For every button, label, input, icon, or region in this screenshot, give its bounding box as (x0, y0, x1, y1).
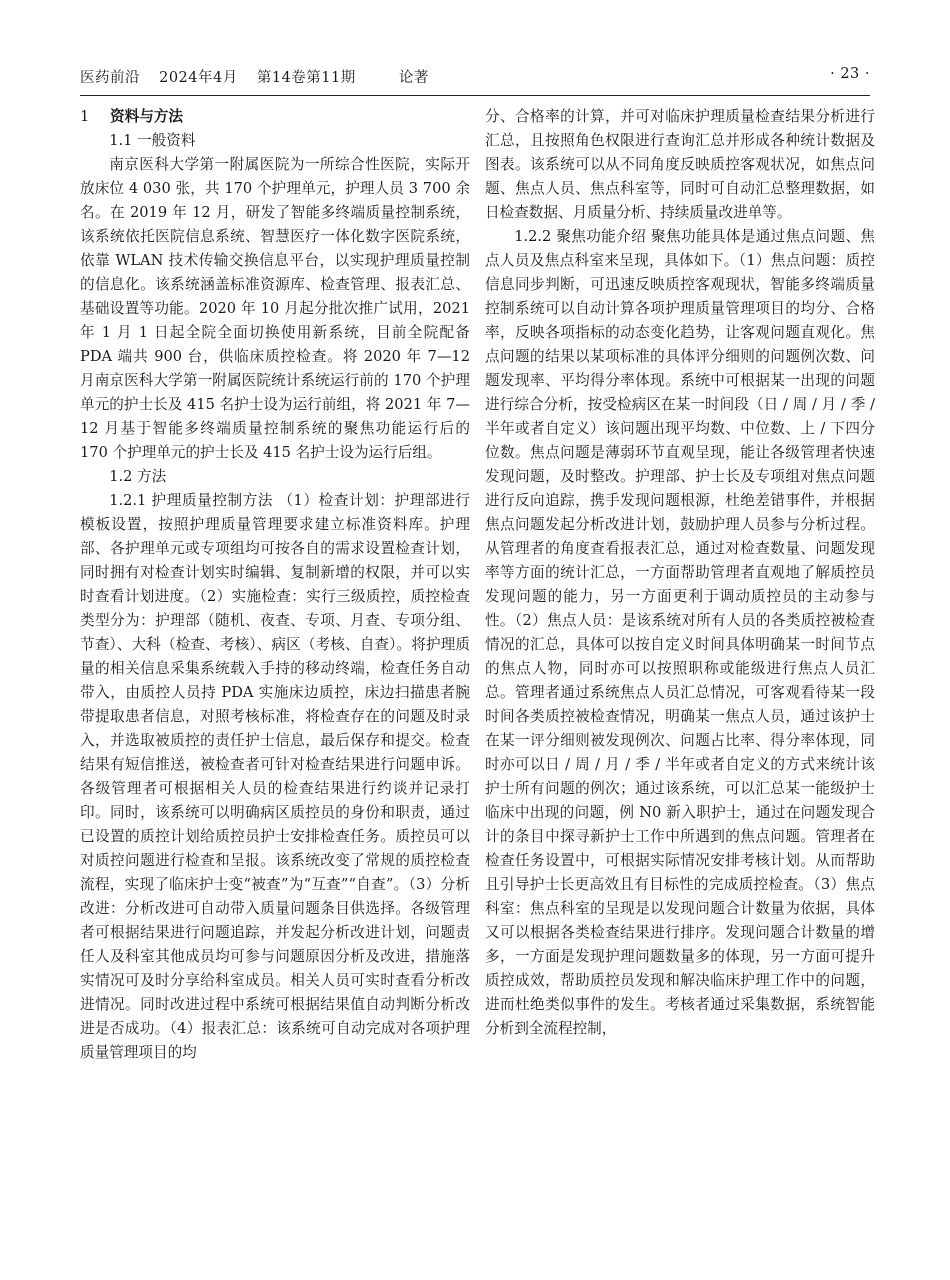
page-header (80, 66, 870, 92)
paragraph-focus-function: 1.2.2 聚焦功能介绍 聚焦功能具体是通过焦点问题、焦点人员及焦点科室来呈现，具体如下。（1）焦点问题：质控信息同步判断，可迅速反映质控客观现状，智能多终端质量控制系统可以自动计算各项护理质量管理项目的均分、合格率，反映各项指标的动态变化趋势，让客观问题直观化。焦点问题的结果以某项标准的具体评分细则的问题例次数、问题发现率、平均得分率体现。系统中可根据某一出现的问题进行综合分析，按受检病区在某一时间段（日 / 周 / 月 / 季 / 半年或者自定义）该问题出现平均数、中位数、上 / 下四分位数。焦点问题是薄弱环节直观呈现，能让各级管理者快速发现问题，及时整改。护理部、护士长及专项组对焦点问题进行反向追踪，携手发现问题根源，杜绝差错事件，并根据焦点问题发起分析改进计划，鼓励护理人员参与分析过程。从管理者的角度查看报表汇总，通过对检查数量、问题发现率等方面的统计汇总，一方面帮助管理者直观地了解质控员发现问题的能力，另一方面更利于调动质控员的主动参与性。（2）焦点人员：是该系统对所有人员的各类质控被检查情况的汇总，具体可以按自定义时间具体明确某一时间节点的焦点人物，同时亦可以按照职称或能级进行焦点人员汇总。管理者通过系统焦点人员汇总情况，可客观看待某一段时间各类质控被检查情况，明确某一焦点人员，通过该护士在某一评分细则被发现例次、问题占比率、得分率体现，同时亦可以日 / 周 / 月 / 季 / 半年或者自定义的方式来统计该护士所有问题的例次；通过该系统，可以汇总某一能级护士临床中出现的问题，例 N0 新入职护士，通过在问题发现合计的条目中探寻新护士工作中所遇到的焦点问题。管理者在检查任务设置中，可根据实际情况安排考核计划。从而帮助且引导护士长更高效且有目标性的完成质控检查。（3）焦点科室：焦点科室的呈现是以发现问题合计数量为依据，具体又可以根据各类检查结果进行排序。发现问题合计数量的增多，一方面是发现护理问题数量多的体现，另一方面可提升质控成效，帮助质控员发现和解决临床护理工作中的问题，进而杜绝类似事件的发生。考核者通过采集数据，系统智能分析到全流程控制， (485, 228, 875, 1037)
journal-info (80, 66, 443, 87)
section-title: 资料与方法 (110, 108, 183, 125)
volume-issue: 第14卷第11期 (256, 70, 356, 86)
right-column (485, 105, 875, 1041)
header-divider (80, 95, 870, 96)
issue-date: 2024年4月 (159, 70, 238, 86)
left-column (80, 105, 470, 1065)
journal-name: 医药前沿 (80, 70, 140, 86)
section-number: 1 (80, 108, 90, 125)
subsection-heading-general: 1.1 一般资料 (109, 132, 196, 149)
section-heading (80, 105, 470, 129)
paragraph-quality-control-method: 1.2.1 护理质量控制方法 （1）检查计划：护理部进行模板设置，按照护理质量管理要求建立标准资料库。护理部、各护理单元或专项组均可按各自的需求设置检查计划，同时拥有对检查计划实时编辑、复制新增的权限，并可以实时查看计划进度。（2）实施检查：实行三级质控，质控检查类型分为：护理部（随机、夜查、专项、月查、专项分组、节查）、大科（检查、考核）、病区（考核、自查）。将护理质量的相关信息采集系统载入手持的移动终端，检查任务自动带入，由质控人员持 PDA 实施床边质控，床边扫描患者腕带提取患者信息，对照考核标准，将检查存在的问题及时录入，并选取被质控的责任护士信息，最后保存和提交。检查结果有短信推送，被检查者可针对检查结果进行问题申诉。各级管理者可根据相关人员的检查结果进行约谈并记录打印。同时，该系统可以明确病区质控员的身份和职责，通过已设置的质控计划给质控员护士安排检查任务。质控员可以对质控问题进行检查和呈报。该系统改变了常规的质控检查流程，实现了临床护士变“被查”为“互查”“自查”。（3）分析改进：分析改进可自动带入质量问题条目供选择。各级管理者可根据结果进行问题追踪，并发起分析改进计划，问题责任人及科室其他成员均可参与问题原因分析及改进，措施落实情况可及时分享给科室成员。相关人员可实时查看分析改进情况。同时改进过程中系统可根据结果值自动判断分析改进是否成功。（4）报表汇总：该系统可自动完成对各项护理质量管理项目的均 (80, 492, 470, 1061)
page-number: · 23 · (830, 66, 870, 82)
paragraph-continued: 分、合格率的计算，并可对临床护理质量检查结果分析进行汇总，且按照角色权限进行查询汇总并形成各种统计数据及图表。该系统可以从不同角度反映质控客观状况，如焦点问题、焦点人员、焦点科室等，同时可自动汇总整理数据，如日检查数据、月质量分析、持续质量改进单等。 (485, 108, 875, 221)
subsection-heading-method: 1.2 方法 (109, 468, 167, 485)
paragraph-general-info: 南京医科大学第一附属医院为一所综合性医院，实际开放床位 4 030 张，共 170 个护理单元，护理人员 3 700 余名。在 2019 年 12 月，研发了智能多终端质量控制系统，该系统依托医院信息系统、智慧医疗一体化数字医院系统，依靠 WLAN 技术传输交换信息平台，以实现护理质量控制的信息化。该系统涵盖标准资源库、检查管理、报表汇总、基础设置等功能。2020 年 10 月起分批次推广试用，2021 年 1 月 1 日起全院全面切换使用新系统，目前全院配备 PDA 端共 900 台，供临床质控检查。将 2020 年 7—12 月南京医科大学第一附属医院统计系统运行前的 170 个护理单元的护士长及 415 名护士设为运行前组，将 2021 年 7—12 月基于智能多终端质量控制系统的聚焦功能运行后的 170 个护理单元的护士长及 415 名护士设为运行后组。 (80, 156, 470, 461)
article-type: 论著 (398, 70, 429, 86)
